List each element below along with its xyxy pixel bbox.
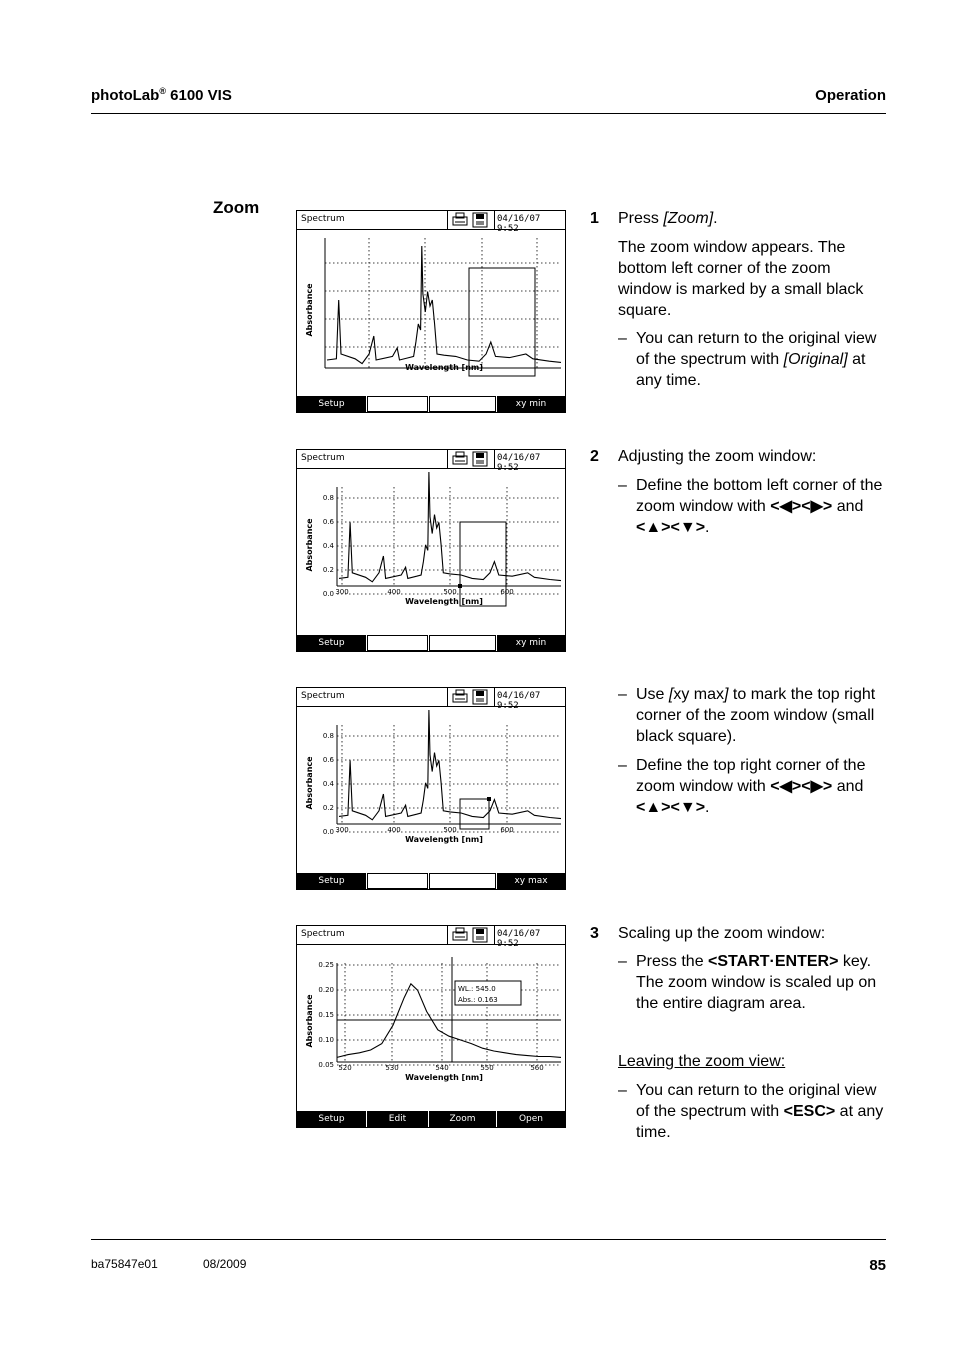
y-axis-label: Absorbance <box>305 994 314 1048</box>
status-icons <box>447 688 495 706</box>
spectrum-screen-4 <box>296 925 566 1128</box>
screen-title-bar <box>297 926 565 949</box>
cursor-wavelength: WL.: 545.0 <box>458 985 496 993</box>
printer-icon <box>453 213 467 225</box>
memory-icon <box>473 928 487 942</box>
x-tick-label: 560 <box>530 1064 544 1072</box>
bullet-dash: – <box>618 757 627 774</box>
step-text: Scaling up the zoom window: <box>618 925 826 942</box>
page-number: 85 <box>869 1257 886 1274</box>
spectrum-plot <box>297 230 565 378</box>
x-axis-label: Wavelength [nm] <box>405 363 483 372</box>
bullet-dash: – <box>618 1082 627 1099</box>
spectrum-plot <box>297 945 565 1093</box>
memory-icon <box>473 690 487 704</box>
screen-title-bar <box>297 211 565 234</box>
x-tick-label: 540 <box>435 1064 449 1072</box>
bullet-text: Use [xy max] to mark the top right corner of the zoom window (small black square). <box>636 686 876 745</box>
y-tick-label: 0.0 <box>322 828 334 836</box>
bullet-text: Define the top right corner of the zoom window with <◀><▶> and <▲><▼>. <box>636 757 866 816</box>
status-icons <box>447 450 495 468</box>
y-axis-label: Absorbance <box>305 756 314 810</box>
x-axis-label: Wavelength [nm] <box>405 597 483 606</box>
screen-datetime: 04/16/07 9:52 <box>497 929 541 949</box>
y-axis-label: Absorbance <box>305 518 314 572</box>
y-tick-label: 0.20 <box>318 986 334 994</box>
corner-marker <box>458 584 462 588</box>
softkey-empty-2 <box>367 873 428 889</box>
printer-icon <box>453 452 467 464</box>
section-title: Zoom <box>213 198 260 217</box>
bullet-text: You can return to the original view of the spectrum with [Original] at any time. <box>636 330 877 389</box>
x-axis-label: Wavelength [nm] <box>405 1073 483 1082</box>
x-tick-label: 550 <box>480 1064 494 1072</box>
printer-icon <box>453 928 467 940</box>
printer-icon <box>453 690 467 702</box>
x-tick-label: 400 <box>387 588 401 596</box>
y-tick-label: 0.0 <box>322 590 334 598</box>
memory-icon <box>473 213 487 227</box>
screen-datetime: 04/16/07 9:52 <box>497 214 541 234</box>
status-icons <box>447 926 495 944</box>
softkey-xy-max: xy max <box>497 873 565 889</box>
softkey-bar <box>297 1111 565 1127</box>
x-tick-label: 500 <box>443 826 457 834</box>
cursor-absorbance: Abs.: 0.163 <box>458 996 498 1004</box>
bullet-text: Press the <START·ENTER> key. The zoom window is scaled up on the entire diagram area. <box>636 953 877 1012</box>
y-axis-label: Absorbance <box>305 283 314 337</box>
softkey-setup: Setup <box>297 396 366 412</box>
softkey-empty-3 <box>429 396 496 412</box>
softkey-empty-2 <box>367 396 428 412</box>
softkey-setup: Setup <box>297 873 366 889</box>
footer-rule <box>91 1239 886 1240</box>
y-tick-label: 0.8 <box>322 494 334 502</box>
softkey-edit: Edit <box>367 1111 428 1127</box>
softkey-empty-3 <box>429 635 496 651</box>
spectrum-screen-1 <box>296 210 566 413</box>
screen-title-bar <box>297 450 565 473</box>
softkey-empty-2 <box>367 635 428 651</box>
step-text: Adjusting the zoom window: <box>618 448 817 465</box>
step-number: 3 <box>590 925 599 942</box>
y-tick-label: 0.2 <box>322 804 334 812</box>
x-tick-label: 400 <box>387 826 401 834</box>
screen-title-bar <box>297 688 565 711</box>
softkey-setup: Setup <box>297 1111 366 1127</box>
y-tick-label: 0.8 <box>322 732 334 740</box>
bullet-dash: – <box>618 686 627 703</box>
softkey-bar <box>297 873 565 889</box>
status-icons <box>447 211 495 229</box>
bullet-dash: – <box>618 330 627 347</box>
spectrum-screen-3 <box>296 687 566 890</box>
screen-datetime: 04/16/07 9:52 <box>497 691 541 711</box>
bullet-dash: – <box>618 477 627 494</box>
y-tick-label: 0.4 <box>322 542 334 550</box>
screen-title: Spectrum <box>301 691 345 701</box>
y-tick-label: 0.10 <box>318 1036 334 1044</box>
footer-doc-number: ba75847e01 <box>91 1257 158 1271</box>
step-text: Press [Zoom]. <box>618 210 718 227</box>
header-section: Operation <box>815 87 886 104</box>
spectrum-plot <box>297 707 565 855</box>
softkey-bar <box>297 635 565 651</box>
spectrum-screen-2 <box>296 449 566 652</box>
y-tick-label: 0.25 <box>318 961 334 969</box>
softkey-empty-3 <box>429 873 496 889</box>
corner-marker <box>487 797 491 801</box>
zoom-window <box>469 268 535 376</box>
softkey-open: Open <box>497 1111 565 1127</box>
bullet-text: You can return to the original view of the spectrum with <ESC> at any time. <box>636 1082 884 1141</box>
screen-title: Spectrum <box>301 929 345 939</box>
softkey-zoom: Zoom <box>429 1111 496 1127</box>
bullet-text: Define the bottom left corner of the zoom window with <◀><▶> and <▲><▼>. <box>636 477 883 536</box>
x-tick-label: 300 <box>335 826 349 834</box>
y-tick-label: 0.2 <box>322 566 334 574</box>
screen-title: Spectrum <box>301 453 345 463</box>
x-axis-label: Wavelength [nm] <box>405 835 483 844</box>
y-tick-label: 0.6 <box>322 518 334 526</box>
step-paragraph: The zoom window appears. The bottom left corner of the zoom window is marked by a small black square. <box>618 239 864 319</box>
zoom-window <box>460 522 506 606</box>
softkey-xy-min: xy min <box>497 396 565 412</box>
x-tick-label: 530 <box>385 1064 399 1072</box>
x-tick-label: 520 <box>338 1064 352 1072</box>
step-number: 1 <box>590 210 599 227</box>
y-tick-label: 0.6 <box>322 756 334 764</box>
spectrum-plot <box>297 469 565 617</box>
spectrum-trace <box>327 246 561 364</box>
y-tick-label: 0.05 <box>318 1061 334 1069</box>
header-rule <box>91 113 886 114</box>
footer-date: 08/2009 <box>203 1257 247 1271</box>
y-tick-label: 0.15 <box>318 1011 334 1019</box>
step-number: 2 <box>590 448 599 465</box>
softkey-xy-min: xy min <box>497 635 565 651</box>
memory-icon <box>473 452 487 466</box>
softkey-setup: Setup <box>297 635 366 651</box>
leaving-heading: Leaving the zoom view: <box>618 1053 786 1070</box>
header-product: photoLab® 6100 VIS <box>91 86 232 104</box>
spectrum-trace <box>337 984 561 1058</box>
bullet-dash: – <box>618 953 627 970</box>
x-tick-label: 600 <box>500 826 514 834</box>
screen-datetime: 04/16/07 9:52 <box>497 453 541 473</box>
x-tick-label: 600 <box>500 588 514 596</box>
x-tick-label: 500 <box>443 588 457 596</box>
softkey-bar <box>297 396 565 412</box>
screen-title: Spectrum <box>301 214 345 224</box>
x-tick-label: 300 <box>335 588 349 596</box>
y-tick-label: 0.4 <box>322 780 334 788</box>
